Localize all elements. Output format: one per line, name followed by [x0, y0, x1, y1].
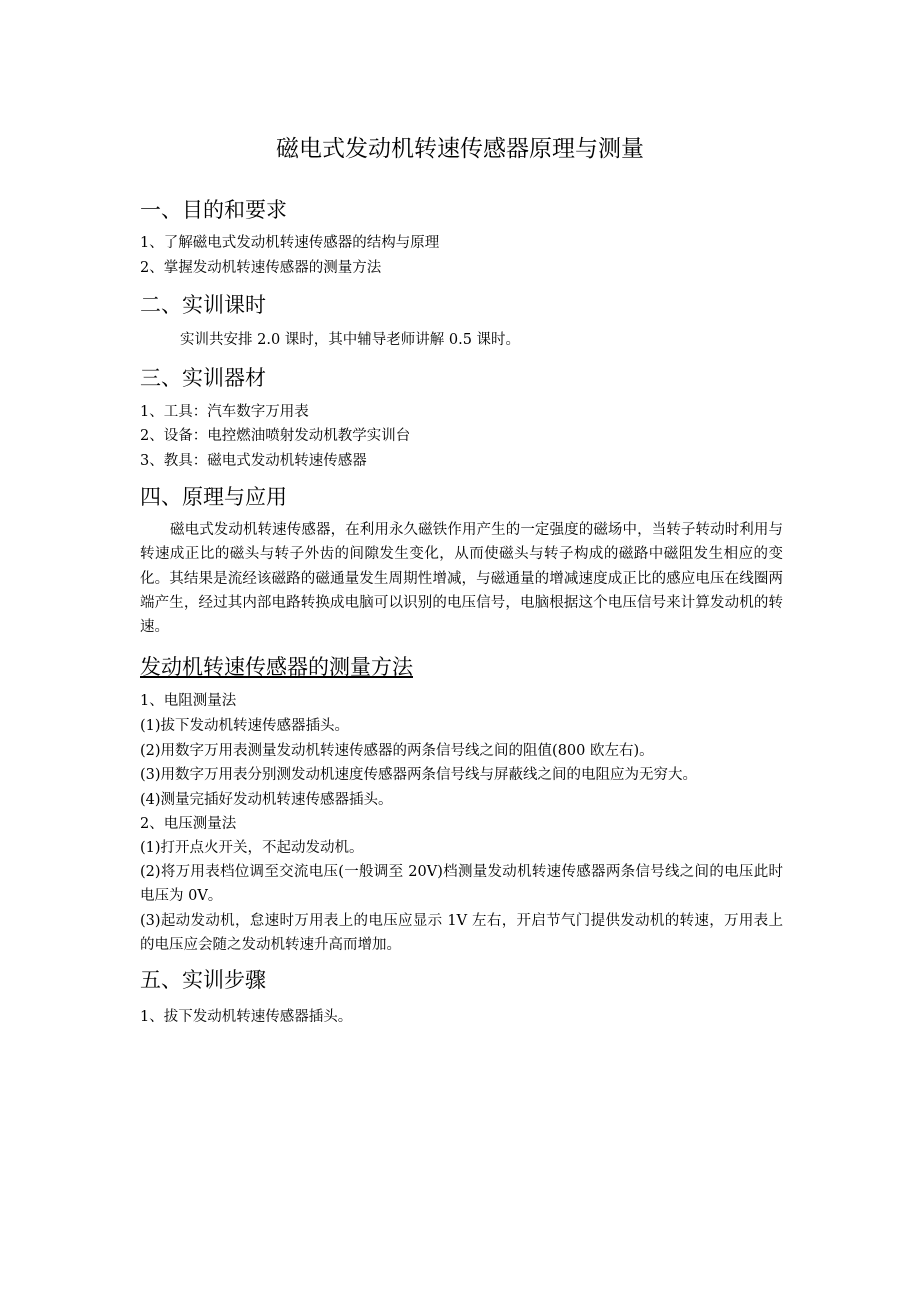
s2-text: 实训共安排 2.0 课时，其中辅导老师讲解 0.5 课时。 [180, 332, 521, 348]
s3-item-1: 1、工具：汽车数字万用表 [140, 404, 309, 420]
s3-item-2: 2、设备：电控燃油喷射发动机教学实训台 [140, 428, 411, 444]
section-2-heading: 二、实训课时 [140, 293, 266, 317]
principle-paragraph: 磁电式发动机转速传感器，在利用永久磁铁作用产生的一定强度的磁场中，当转子转动时利用与转速成正比的磁头与转子外齿的间隙发生变化，从而使磁头与转子构成的磁路中磁阻发生相应的变化。其结果是流经该磁路的磁通量发生周期性增减，与磁通量的增减速度成正比的感应电压在线圈两端产生，经过其内部电路转换成电脑可以识别的电压信号，电脑根据这个电压信号来计算发动机的转速。 [140, 522, 783, 636]
section-3-heading: 三、实训器材 [140, 366, 266, 390]
s5-item-1: 1、拔下发动机转速传感器插头。 [140, 1009, 353, 1025]
resistance-step-1: (1)拔下发动机转速传感器插头。 [140, 718, 350, 734]
voltage-step-2: (2)将万用表档位调至交流电压(一般调至 20V)档测量发动机转速传感器两条信号线之间的电压此时电压为 0V。 [140, 864, 783, 905]
voltage-title: 2、电压测量法 [140, 816, 237, 832]
resistance-step-3: (3)用数字万用表分别测发动机速度传感器两条信号线与屏蔽线之间的电阻应为无穷大。 [140, 767, 698, 783]
s1-item-1: 1、了解磁电式发动机转速传感器的结构与原理 [140, 235, 440, 251]
measure-heading: 发动机转速传感器的测量方法 [140, 655, 413, 679]
voltage-step-3: (3)起动发动机，怠速时万用表上的电压应显示 1V 左右，开启节气门提供发动机的转速，万用表上的电压应会随之发动机转速升高而增加。 [140, 913, 783, 954]
voltage-step-1: (1)打开点火开关，不起动发动机。 [140, 840, 364, 856]
resistance-step-4: (4)测量完插好发动机转速传感器插头。 [140, 792, 393, 808]
section-4-heading: 四、原理与应用 [140, 485, 287, 509]
resistance-step-2: (2)用数字万用表测量发动机转速传感器的两条信号线之间的阻值(800 欧左右)。 [140, 743, 654, 759]
resistance-title: 1、电阻测量法 [140, 693, 237, 709]
s1-item-2: 2、掌握发动机转速传感器的测量方法 [140, 260, 382, 276]
s3-item-3: 3、教具：磁电式发动机转速传感器 [140, 453, 367, 469]
section-5-heading: 五、实训步骤 [140, 968, 266, 992]
section-1-heading: 一、目的和要求 [140, 198, 287, 222]
document-title: 磁电式发动机转速传感器原理与测量 [276, 136, 644, 162]
